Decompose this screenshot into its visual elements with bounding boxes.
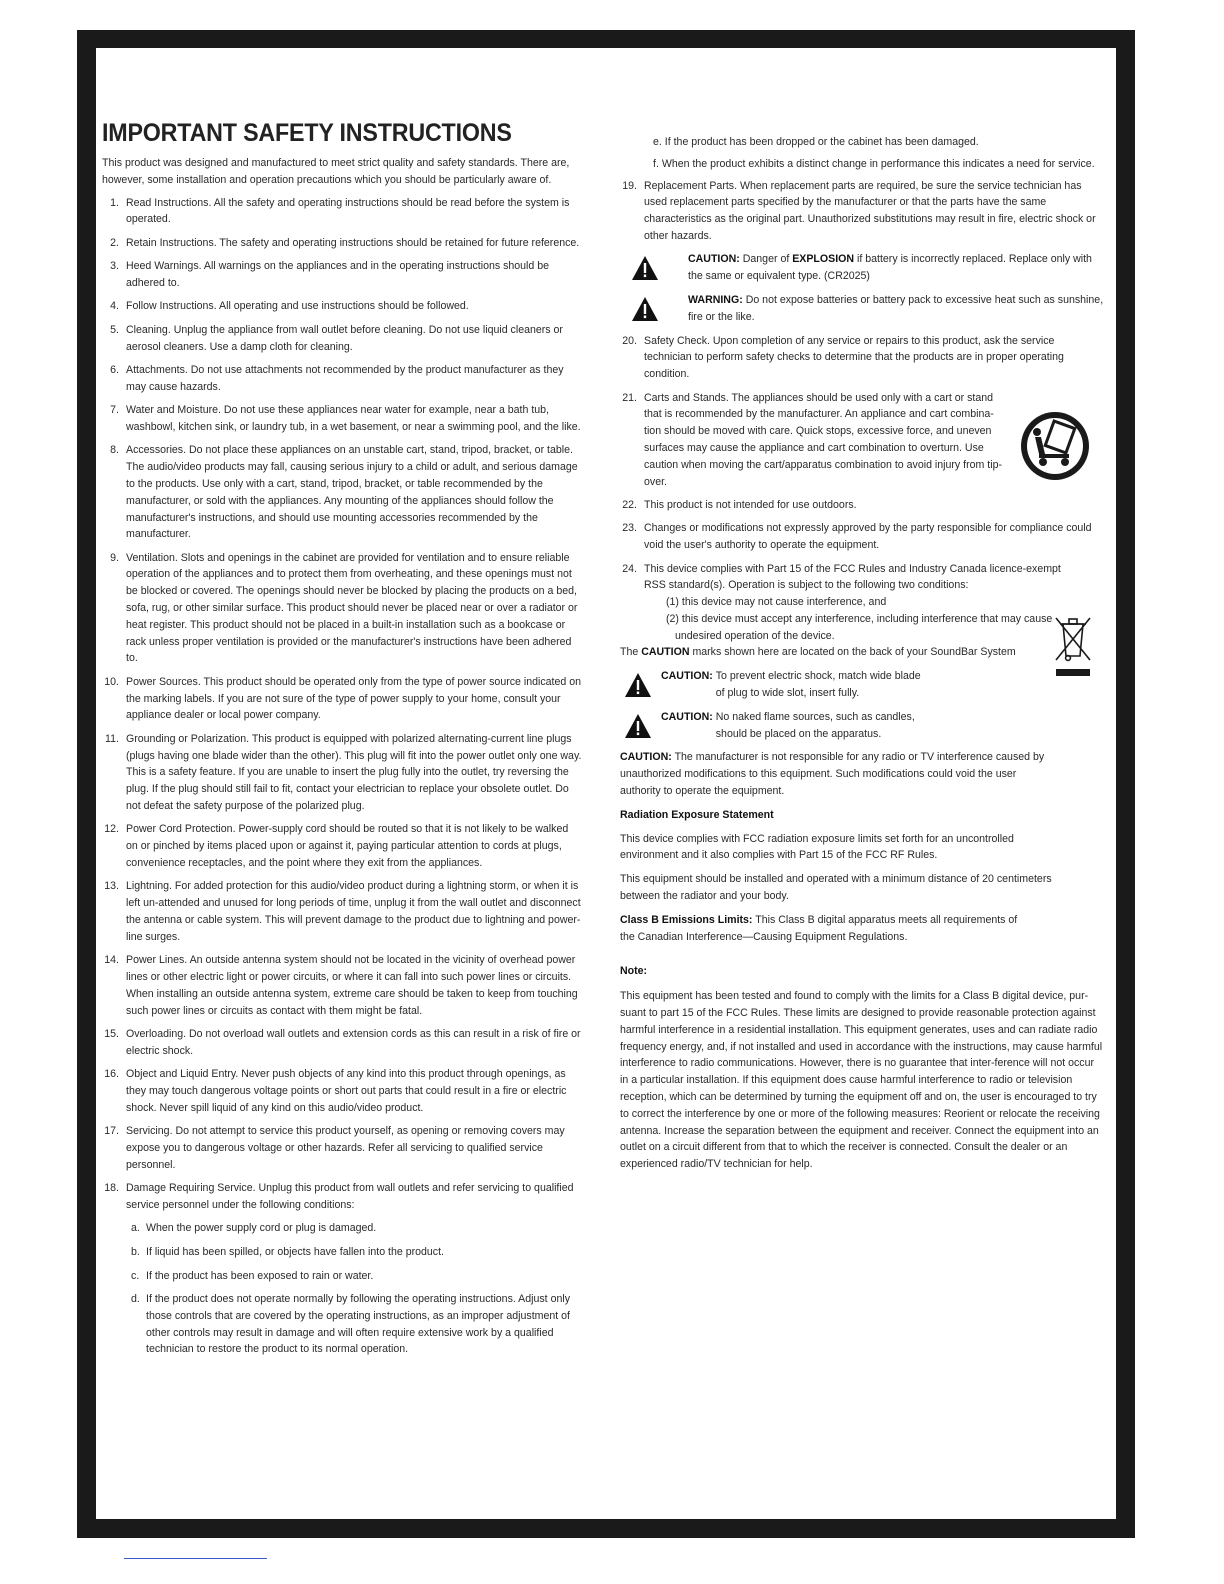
item-text: Servicing. Do not attempt to service this product yourself, as opening or removing covers may expose you to dangerous voltage or other hazards. Refer all servicing to qualified service personnel. xyxy=(126,1125,565,1171)
radiation-heading: Radiation Exposure Statement xyxy=(620,808,774,821)
warning-triangle-icon xyxy=(625,673,651,697)
item-num: 14. xyxy=(104,954,119,967)
class-b-text: This Class B digital apparatus meets all requirements of the Canadian Interference—Causing Equipment Regulations. xyxy=(620,913,1018,943)
item-num: 18. xyxy=(104,1182,119,1195)
item-24 xyxy=(620,561,1105,595)
item-num: 9. xyxy=(110,551,119,564)
page-title: IMPORTANT SAFETY INSTRUCTIONS xyxy=(102,119,512,147)
condition-item xyxy=(102,1291,582,1358)
instruction-item xyxy=(102,1180,582,1214)
instruction-item xyxy=(102,878,582,945)
item-num: 4. xyxy=(110,300,119,313)
item-num: 10. xyxy=(104,675,119,688)
item-num: 12. xyxy=(104,823,119,836)
item-text: Carts and Stands. The appliances should be used only with a cart or stand that is recommended by the manufacturer. An appliance and cart combina-tion should be moved with care. Quick stops, excessive force, and uneven surfaces may cause the appliance and cart combination to overturn. Use caution when moving the cart/apparatus combination to avoid injury from tip-over. xyxy=(644,391,1003,488)
item-text: Overloading. Do not overload wall outlets and extension cords as this can result in a risk of fire or electric shock. xyxy=(126,1027,581,1057)
item-text: Attachments. Do not use attachments not recommended by the product manufacturer as they may cause hazards. xyxy=(126,363,564,393)
instruction-item xyxy=(102,1026,582,1060)
instruction-item xyxy=(102,952,582,1019)
item-num: 21. xyxy=(622,391,637,404)
caution-label: CAUTION: xyxy=(620,751,672,764)
class-b-label: Class B Emissions Limits: xyxy=(620,913,753,926)
warning-triangle-icon xyxy=(632,297,658,321)
caution-text-pre: Danger of xyxy=(742,253,790,266)
item-text: Water and Moisture. Do not use these appliances near water for example, near a bath tub, washbowl, kitchen sink, or laundry tub, in a wet basement, or near a swimming pool, and the like. xyxy=(126,404,581,433)
condition-text: When the power supply cord or plug is damaged. xyxy=(146,1222,377,1235)
instruction-item xyxy=(102,821,582,871)
caution-strong: EXPLOSION xyxy=(792,253,855,266)
item-num: 17. xyxy=(104,1125,119,1138)
instruction-item xyxy=(102,195,582,229)
caution-label: CAUTION: xyxy=(688,253,740,266)
warning-triangle-icon xyxy=(632,256,658,280)
instruction-list xyxy=(102,195,582,1214)
item-num: 13. xyxy=(104,880,119,893)
item-text: Grounding or Polarization. This product is equipped with polarized alternating-current line plugs (plugs having one blade wider than the other). This plug will fit into the power outlet only one way. This is a safety feature. If you are unable to insert the plug fully into the outlet, try reversing the plug. If the plug should still fail to fit, contact your electrician to replace your obsolete outlet. Do not defeat the safety purpose of the polarized plug. xyxy=(126,732,582,813)
item-num: 2. xyxy=(110,236,119,249)
item-num: 11. xyxy=(105,732,119,745)
class-b-limits xyxy=(620,912,1105,946)
condition-item xyxy=(102,1220,582,1237)
item-20 xyxy=(620,333,1105,383)
marks-post: marks shown here are located on the back of your SoundBar System xyxy=(692,646,1016,659)
item-num: 24. xyxy=(622,562,637,575)
item-19 xyxy=(620,178,1105,245)
caution-interference xyxy=(620,749,1105,799)
radiation-text-2: This equipment should be installed and operated with a minimum distance of 20 centimeters between the radiator and your body. xyxy=(620,873,1052,903)
item-text: Replacement Parts. When replacement parts are required, be sure the service technician has used replacement parts specified by the manufacturer or that the parts have the same characteristics as the original part. Unauthorized substitutions may result in fire, electric shock or other hazards. xyxy=(644,179,1096,242)
instruction-item xyxy=(102,362,582,396)
caution-label: CAUTION: xyxy=(661,670,713,683)
item-text: Object and Liquid Entry. Never push objects of any kind into this product through openings, as they may touch dangerous voltage points or short out parts that could result in a fire or electric shock. Never spill liquid of any kind on this audio/video product. xyxy=(126,1068,567,1114)
note-heading: Note: xyxy=(620,965,648,978)
item-num: 3. xyxy=(110,260,119,273)
condition-text: If liquid has been spilled, or objects have fallen into the product. xyxy=(146,1245,444,1258)
condition-letter: c. xyxy=(131,1269,140,1282)
caution-text: To prevent electric shock, match wide blade of plug to wide slot, insert fully. xyxy=(715,670,921,700)
instruction-item xyxy=(102,674,582,724)
item-text: Power Sources. This product should be operated only from the type of power source indicated on the marking labels. If you are not sure of the type of power supply to your home, consult your appliance dealer or local power company. xyxy=(126,675,582,722)
condition-f-text: f. When the product exhibits a distinct change in performance this indicates a need for service. xyxy=(653,157,1095,170)
item-num: 22. xyxy=(622,498,637,511)
instruction-item xyxy=(102,442,582,543)
caution-explosion xyxy=(620,251,1105,285)
right-column xyxy=(620,134,1105,1180)
item-num: 1. xyxy=(110,196,119,209)
item-text: Heed Warnings. All warnings on the appliances and in the operating instructions should be adhered to. xyxy=(126,260,550,289)
item-22 xyxy=(620,497,1105,514)
fcc-condition-1: (1) this device may not cause interference, and xyxy=(666,596,887,609)
instruction-item xyxy=(102,235,582,252)
item-num: 15. xyxy=(104,1027,119,1040)
item-num: 16. xyxy=(104,1068,119,1081)
left-column xyxy=(102,118,582,1365)
item-text: Ventilation. Slots and openings in the cabinet are provided for ventilation and to ensure reliable operation of the appliances and to protect them from overheating, and these openings must not be blocked or covered. The openings should never be blocked by placing the products on a bed, sofa, rug, or other similar surface. This product should never be placed near or over a radiator or heat register. This product should not be placed in a built-in installation such as a bookcase or rack unless proper ventilation is provided or the manufacturer's instructions have been adhered to. xyxy=(126,551,578,665)
weee-bin-icon xyxy=(1052,612,1094,680)
condition-item xyxy=(102,1268,582,1285)
item-text: Lightning. For added protection for this audio/video product during a lightning storm, or when it is left un-attended and unused for long periods of time, unplug it from the wall outlet and disconnect the antenna or cable system. This will prevent damage to the product due to lightning and power-line surges. xyxy=(126,880,581,943)
footer-rule xyxy=(124,1558,267,1559)
condition-letter: d. xyxy=(131,1293,140,1306)
note-text: This equipment has been tested and found to comply with the limits for a Class B digital device, pur-suant to part 15 of the FCC Rules. These limits are designed to provide reasonable protection against harmful interference in a residential installation. This equipment generates, uses and can radiate radio frequency energy, and, if not installed and used in accordance with the instructions, may cause harmful interference to radio communications. However, there is no guarantee that inter-ference will not occur in a particular installation. If this equipment does cause harmful interference to radio or television reception, which can be determined by turning the equipment off and on, the user is encouraged to try to correct the interference by one or more of the following measures: Reorient or relocate the receiving antenna. Increase the separation between the equipment and receiver. Connect the equipment into an outlet on a circuit different from that to which the receiver is connected. Consult the dealer or an experienced radio/TV technician for help. xyxy=(620,990,1103,1171)
item-text: Accessories. Do not place these appliances on an unstable cart, stand, tripod, bracket, or table. The audio/video products may fall, causing serious injury to a child or adult, and serious damage to the products. Use only with a cart, stand, tripod, bracket, or table recommended by the manufacturer, or sold with the appliances. Any mounting of the appliances should follow the manufacturer's instructions, and should use mounting accessories recommended by the manufacturer. xyxy=(126,444,578,541)
item-num: 8. xyxy=(110,444,119,457)
condition-item xyxy=(102,1244,582,1261)
condition-text: If the product does not operate normally by following the operating instructions. Adjust only those controls that are covered by the operating instructions, as an improper adjustment of other controls may result in damage and will often require extensive work by a qualified technician to restore the product to its normal operation. xyxy=(146,1293,570,1356)
radiation-text-1: This device complies with FCC radiation exposure limits set forth for an uncontrolled environment and it also complies with Part 15 of the FCC RF Rules. xyxy=(620,832,1014,862)
caution-flame xyxy=(620,709,1105,743)
condition-text: If the product has been exposed to rain or water. xyxy=(146,1269,374,1282)
fcc-condition-2-cont: undesired operation of the device. xyxy=(675,629,835,642)
item-text: Safety Check. Upon completion of any service or repairs to this product, ask the service technician to perform safety checks to determine that the products are in proper operating condition. xyxy=(644,334,1064,381)
caution-text-post: if battery is incorrectly replaced. Replace only with the same or equivalent type. (CR2025) xyxy=(688,253,1092,283)
cart-tip-over-icon xyxy=(1019,410,1091,482)
instruction-item xyxy=(102,322,582,356)
item-text: Power Lines. An outside antenna system should not be located in the vicinity of overhead power lines or other electric light or power circuits, or where it can fall into such power lines or circuits. When installing an outside antenna system, extreme care should be taken to keep from touching such power lines or circuits as contact with them might be fatal. xyxy=(126,954,578,1017)
item-text: Follow Instructions. All operating and use instructions should be followed. xyxy=(126,300,469,313)
item-text: This product is not intended for use outdoors. xyxy=(644,498,857,511)
instruction-item xyxy=(102,550,582,668)
caution-marks-note xyxy=(620,644,1105,661)
caution-label: CAUTION: xyxy=(661,710,713,723)
item-text: This device complies with Part 15 of the FCC Rules and Industry Canada licence-exempt RSS standard(s). Operation is subject to the following two conditions: xyxy=(644,562,1061,592)
instruction-item xyxy=(102,402,582,436)
condition-letter: a. xyxy=(131,1222,140,1235)
item-text: Power Cord Protection. Power-supply cord should be routed so that it is not likely to be walked on or pinched by items placed upon or against it, paying particular attention to cords at plugs, convenience receptacles, and the point where they exit from the appliances. xyxy=(126,823,569,870)
item-text: Retain Instructions. The safety and operating instructions should be retained for future reference. xyxy=(126,236,580,249)
condition-letter: b. xyxy=(131,1245,140,1258)
item-num: 19. xyxy=(622,179,637,192)
instruction-item xyxy=(102,731,582,815)
fcc-condition-2: (2) this device must accept any interference, including interference that may cause xyxy=(666,612,1053,625)
instruction-item xyxy=(102,1123,582,1173)
item-text: Read Instructions. All the safety and operating instructions should be read before the system is operated. xyxy=(126,196,570,226)
caution-text: The manufacturer is not responsible for any radio or TV interference caused by unauthorized modifications to this equipment. Such modifications could void the user authority to operate the equipment. xyxy=(620,751,1045,798)
item-num: 6. xyxy=(110,363,119,376)
item-num: 7. xyxy=(110,404,119,417)
condition-e: e. If the product has been dropped or the cabinet has been damaged. xyxy=(653,136,979,148)
item-num: 23. xyxy=(622,522,637,535)
item-18-conditions xyxy=(102,1220,582,1358)
item-text: Damage Requiring Service. Unplug this product from wall outlets and refer servicing to qualified service personnel under the following conditions: xyxy=(126,1182,574,1211)
caution-shock xyxy=(620,668,1105,702)
instruction-item xyxy=(102,258,582,292)
item-text: Cleaning. Unplug the appliance from wall outlet before cleaning. Do not use liquid cleaners or aerosol cleaners. Use a damp cloth for cleaning. xyxy=(126,323,563,353)
marks-pre: The xyxy=(620,646,639,659)
warning-label: WARNING: xyxy=(688,293,743,306)
warning-text: Do not expose batteries or battery pack to excessive heat such as sunshine, fire or the like. xyxy=(688,293,1104,323)
marks-strong: CAUTION xyxy=(641,646,690,659)
item-num: 20. xyxy=(622,334,637,347)
instruction-item xyxy=(102,1066,582,1116)
item-num: 5. xyxy=(110,323,119,336)
caution-text: No naked flame sources, such as candles, should be placed on the apparatus. xyxy=(715,710,915,740)
warning-triangle-icon xyxy=(625,714,651,738)
intro-text: This product was designed and manufactured to meet strict quality and safety standards. There are, however, some installation and operation precautions which you should be particularly aware of. xyxy=(102,157,570,186)
item-23 xyxy=(620,520,1105,554)
item-text: Changes or modifications not expressly approved by the party responsible for compliance could void the user's authority to operate the equipment. xyxy=(644,522,1092,552)
instruction-item xyxy=(102,298,582,315)
warning-batteries xyxy=(620,292,1105,326)
condition-f xyxy=(620,156,1105,173)
